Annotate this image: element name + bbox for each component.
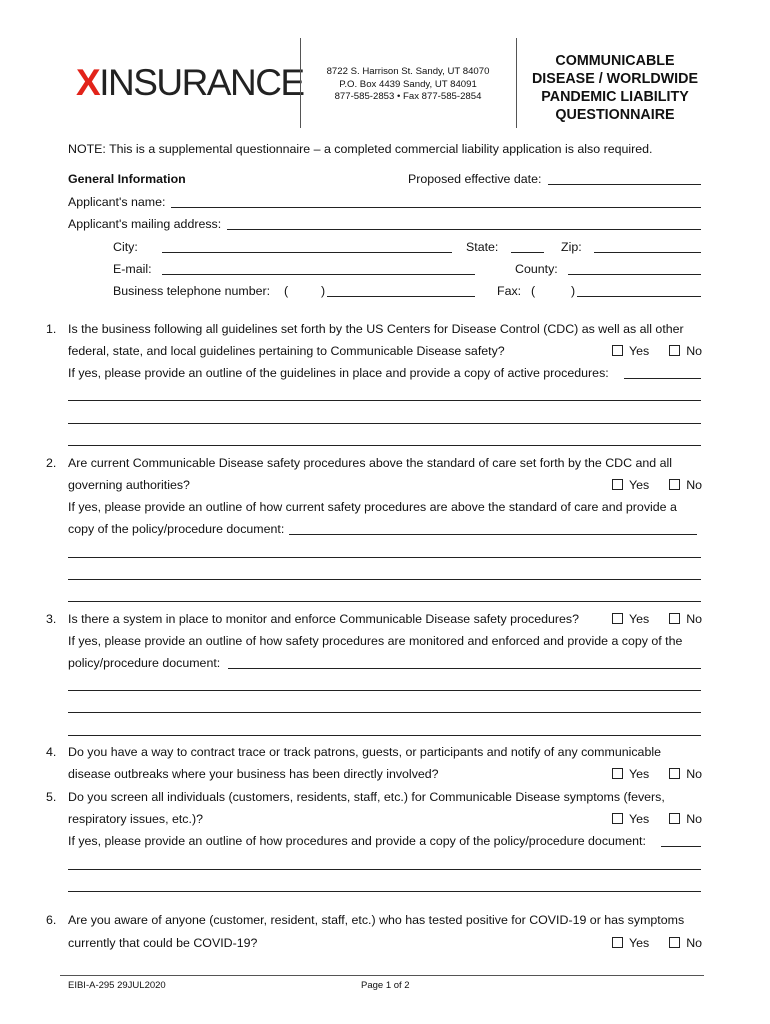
- q2-yes-checkbox[interactable]: [612, 479, 623, 490]
- q3-yes-label: Yes: [629, 612, 650, 626]
- q3-answer-line-0[interactable]: [228, 668, 701, 669]
- q2-number: 2.: [46, 456, 57, 470]
- applicant-name-field[interactable]: [171, 207, 701, 208]
- q2-no-checkbox[interactable]: [669, 479, 680, 490]
- applicant-name-label: Applicant's name:: [68, 195, 166, 209]
- q5-answer-line-0[interactable]: [661, 846, 701, 847]
- address-phone-fax: 877-585-2853 • Fax 877-585-2854: [334, 91, 482, 102]
- company-address: [306, 66, 510, 104]
- q4-no-label: No: [686, 767, 703, 781]
- state-field[interactable]: [511, 252, 544, 253]
- q4-text-line1: Do you have a way to contract trace or track patrons, guests, or participants and notify of any communicable: [68, 745, 661, 759]
- footer-rule: [60, 975, 704, 976]
- q5-number: 5.: [46, 790, 57, 804]
- q6-number: 6.: [46, 913, 57, 927]
- q6-text-line2: currently that could be COVID-19?: [68, 936, 258, 950]
- q1-answer-line-3[interactable]: [68, 445, 701, 446]
- title-line-2: DISEASE / WORLDWIDE: [531, 71, 698, 87]
- q2-answer-line-1[interactable]: [68, 557, 701, 558]
- header-divider-left: [300, 38, 301, 128]
- phone-open-paren: (: [284, 284, 289, 298]
- city-field[interactable]: [162, 252, 452, 253]
- fax-label: Fax:: [497, 284, 522, 298]
- q1-yes-no: [612, 344, 702, 359]
- q1-text-line1: Is the business following all guidelines set forth by the US Centers for Disease Control (CDC) as well as all other: [68, 322, 684, 336]
- phone-field[interactable]: [327, 296, 475, 297]
- phone-close-paren: ): [321, 284, 326, 298]
- q5-text-line2: respiratory issues, etc.)?: [68, 812, 203, 826]
- q1-yes-checkbox[interactable]: [612, 345, 623, 356]
- q1-no-label: No: [686, 344, 703, 358]
- q6-yes-label: Yes: [629, 936, 650, 950]
- q6-text-line1: Are you aware of anyone (customer, resident, staff, etc.) who has tested positive for COVID-19 or has symptoms: [68, 913, 685, 927]
- q5-no-label: No: [686, 812, 703, 826]
- q3-followup-line1: If yes, please provide an outline of how safety procedures are monitored and enforced and provide a copy of the: [68, 634, 683, 648]
- q4-no-checkbox[interactable]: [669, 768, 680, 779]
- q3-answer-line-2[interactable]: [68, 712, 701, 713]
- q5-yes-no: [612, 812, 702, 827]
- supplemental-note: NOTE: This is a supplemental questionnaire – a completed commercial liability application is also required.: [68, 142, 653, 156]
- logo-text: INSURANCE: [99, 62, 304, 103]
- title-line-1: COMMUNICABLE: [555, 53, 675, 69]
- q5-followup: If yes, please provide an outline of how procedures and provide a copy of the policy/procedure document:: [68, 834, 646, 848]
- q2-answer-line-2[interactable]: [68, 579, 701, 580]
- q1-no-checkbox[interactable]: [669, 345, 680, 356]
- q3-followup-line2: policy/procedure document:: [68, 656, 221, 670]
- q3-answer-line-1[interactable]: [68, 690, 701, 691]
- q5-yes-checkbox[interactable]: [612, 813, 623, 824]
- q2-answer-line-3[interactable]: [68, 601, 701, 602]
- address-po-box: P.O. Box 4439 Sandy, UT 84091: [339, 78, 477, 90]
- phone-label: Business telephone number:: [113, 284, 271, 298]
- state-label: State:: [466, 240, 499, 254]
- q2-followup-line1: If yes, please provide an outline of how current safety procedures are above the standard of care and provide a: [68, 500, 677, 514]
- q6-yes-checkbox[interactable]: [612, 937, 623, 948]
- document-title: [520, 52, 710, 124]
- q2-text-line1: Are current Communicable Disease safety procedures above the standard of care set forth by the CDC and all: [68, 456, 673, 470]
- q4-yes-checkbox[interactable]: [612, 768, 623, 779]
- county-field[interactable]: [568, 274, 701, 275]
- header-divider-right: [516, 38, 517, 128]
- q2-yes-no: [612, 478, 702, 493]
- q3-yes-no: [612, 612, 702, 627]
- q6-no-label: No: [686, 936, 703, 950]
- email-label: E-mail:: [113, 262, 152, 276]
- q3-no-checkbox[interactable]: [669, 613, 680, 624]
- q3-yes-checkbox[interactable]: [612, 613, 623, 624]
- form-id: EIBI-A-295 29JUL2020: [68, 980, 166, 991]
- q5-text-line1: Do you screen all individuals (customers, residents, staff, etc.) for Communicable Disease symptoms (fevers,: [68, 790, 665, 804]
- q4-yes-no: [612, 767, 702, 782]
- q2-no-label: No: [686, 478, 703, 492]
- logo-x: X: [76, 62, 100, 103]
- q2-yes-label: Yes: [629, 478, 650, 492]
- q3-text-line1: Is there a system in place to monitor and enforce Communicable Disease safety procedures?: [68, 612, 580, 626]
- title-line-4: QUESTIONNAIRE: [555, 107, 675, 123]
- q3-answer-line-3[interactable]: [68, 735, 701, 736]
- q5-answer-line-2[interactable]: [68, 891, 701, 892]
- address-street: 8722 S. Harrison St. Sandy, UT 84070: [326, 66, 490, 77]
- q1-yes-label: Yes: [629, 344, 650, 358]
- city-label: City:: [113, 240, 138, 254]
- mailing-address-label: Applicant's mailing address:: [68, 217, 222, 231]
- effective-date-label: Proposed effective date:: [408, 172, 542, 186]
- fax-field[interactable]: [577, 296, 701, 297]
- zip-label: Zip:: [561, 240, 582, 254]
- q4-text-line2: disease outbreaks where your business has been directly involved?: [68, 767, 439, 781]
- q1-text-line2: federal, state, and local guidelines pertaining to Communicable Disease safety?: [68, 344, 505, 358]
- effective-date-field[interactable]: [548, 184, 701, 185]
- general-info-heading: General Information: [68, 172, 186, 186]
- q2-followup-line2: copy of the policy/procedure document:: [68, 522, 285, 536]
- q3-number: 3.: [46, 612, 57, 626]
- q5-no-checkbox[interactable]: [669, 813, 680, 824]
- q1-followup: If yes, please provide an outline of the guidelines in place and provide a copy of active procedures:: [68, 366, 609, 380]
- q1-number: 1.: [46, 322, 57, 336]
- q5-yes-label: Yes: [629, 812, 650, 826]
- q1-answer-line-2[interactable]: [68, 423, 701, 424]
- q4-number: 4.: [46, 745, 57, 759]
- q4-yes-label: Yes: [629, 767, 650, 781]
- q5-answer-line-1[interactable]: [68, 869, 701, 870]
- q1-answer-line-1[interactable]: [68, 400, 701, 401]
- q6-no-checkbox[interactable]: [669, 937, 680, 948]
- q1-answer-line-0[interactable]: [624, 378, 701, 379]
- county-label: County:: [515, 262, 558, 276]
- q2-answer-line-0[interactable]: [289, 534, 697, 535]
- mailing-address-field[interactable]: [227, 229, 701, 230]
- xinsurance-logo: [76, 62, 304, 104]
- q3-no-label: No: [686, 612, 703, 626]
- fax-close-paren: ): [571, 284, 576, 298]
- zip-field[interactable]: [594, 252, 701, 253]
- title-line-3: PANDEMIC LIABILITY: [541, 89, 689, 105]
- email-field[interactable]: [162, 274, 475, 275]
- q6-yes-no: [612, 936, 702, 951]
- q2-text-line2: governing authorities?: [68, 478, 190, 492]
- fax-open-paren: (: [531, 284, 536, 298]
- page-number: Page 1 of 2: [361, 980, 410, 991]
